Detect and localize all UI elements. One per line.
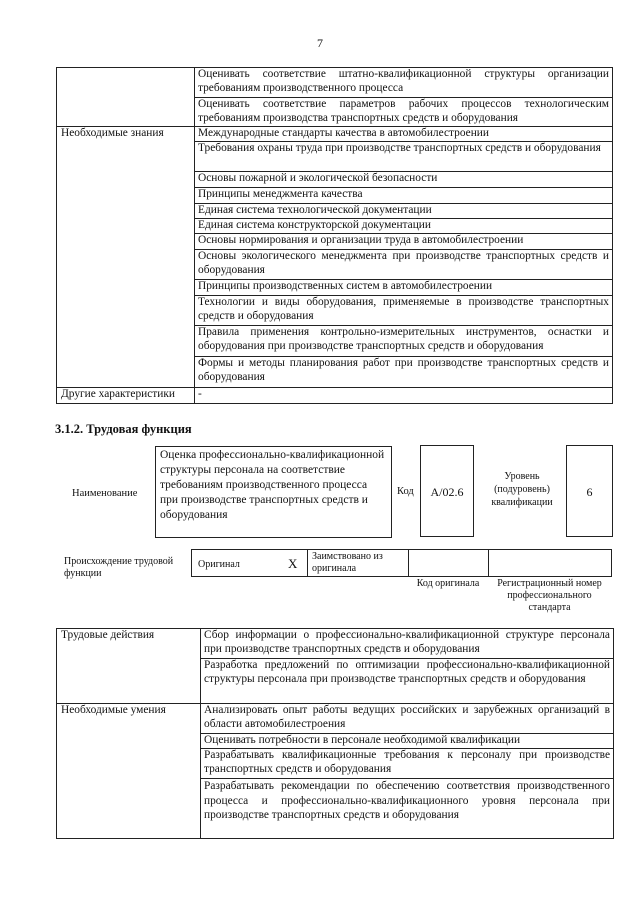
table-row: Оценивать потребности в персонале необходимой квалификации: [201, 734, 614, 749]
other-value: -: [195, 388, 613, 404]
code-value: A/02.6: [430, 485, 464, 499]
actions-label: Трудовые действия: [57, 629, 201, 704]
actions-table: [56, 628, 614, 839]
skills-label: Необходимые умения: [57, 704, 201, 839]
section-heading: 3.1.2. Трудовая функция: [55, 422, 192, 436]
code-caption: Код оригинала: [416, 578, 480, 589]
level-value: 6: [586, 485, 593, 499]
table-row: Принципы менеджмента качества: [195, 188, 613, 204]
reg-caption: Регистрационный номер профессионального стандарта: [497, 578, 602, 613]
table-row: Оценивать соответствие штатно-квалификационной структуры организации требованиям производственного процесса: [195, 68, 613, 98]
origin-boxes: [191, 549, 612, 577]
code-label: Код: [397, 486, 414, 497]
code-box: [420, 445, 474, 537]
original-mark: X: [288, 556, 298, 571]
function-name: Оценка профессионально-квалификационной структуры персонала на соответствие требованиям производственного процесса при производстве транспортных средств и оборудования: [160, 449, 385, 521]
table-row: Основы экологического менеджмента при производстве транспортных средств и оборудования: [195, 250, 613, 280]
divider: [488, 550, 489, 576]
knowledge-table: [56, 67, 613, 404]
knowledge-label: Необходимые знания: [57, 127, 195, 388]
level-box: [566, 445, 613, 537]
table-row: Оценивать соответствие параметров рабочих процессов технологическим требованиям производства транспортных средств и оборудования: [195, 98, 613, 127]
table-row: Анализировать опыт работы ведущих российских и зарубежных организаций в области автомобилестроения: [201, 704, 614, 734]
table-row: Международные стандарты качества в автомобилестроении: [195, 127, 613, 142]
table-row: Правила применения контрольно-измерительных инструментов, оснастки и оборудования при производстве транспортных средств и оборудования: [195, 326, 613, 357]
table-row: Основы пожарной и экологической безопасности: [195, 172, 613, 188]
empty-label-cell: [57, 68, 195, 127]
table-row: Требования охраны труда при производстве транспортных средств и оборудования: [195, 142, 613, 172]
other-label: Другие характеристики: [57, 388, 195, 404]
original-label: Оригинал: [198, 559, 240, 570]
table-row: Разрабатывать рекомендации по обеспечению соответствия производственного процесса и профессионально-квалификационного уровня персонала при производстве транспортных средств и оборудования: [201, 779, 614, 839]
table-row: Единая система конструкторской документации: [195, 219, 613, 234]
origin-label: Происхождение трудовой функции: [64, 556, 174, 579]
table-row: Разрабатывать квалификационные требования к персоналу при производстве транспортных средств и оборудования: [201, 749, 614, 779]
divider: [307, 550, 308, 576]
table-row: Сбор информации о профессионально-квалификационной структуре персонала при производстве транспортных средств и оборудования: [201, 629, 614, 659]
table-row: Основы нормирования и организации труда в автомобилестроении: [195, 234, 613, 250]
table-row: Единая система технологической документации: [195, 204, 613, 219]
divider: [408, 550, 409, 576]
table-row: Технологии и виды оборудования, применяемые в производстве транспортных средств и оборудования: [195, 296, 613, 326]
table-row: Формы и методы планирования работ при производстве транспортных средств и оборудования: [195, 357, 613, 388]
table-row: Разработка предложений по оптимизации профессионально-квалификационной структуры персонала при производстве транспортных средств и оборудования: [201, 659, 614, 704]
name-value-box: [155, 446, 392, 538]
level-label: Уровень (подуровень) квалификации: [491, 471, 553, 508]
table-row: Принципы производственных систем в автомобилестроении: [195, 280, 613, 296]
page-number: 7: [317, 36, 323, 50]
borrowed-label: Заимствовано из оригинала: [312, 551, 383, 574]
name-label: Наименование: [72, 488, 138, 499]
